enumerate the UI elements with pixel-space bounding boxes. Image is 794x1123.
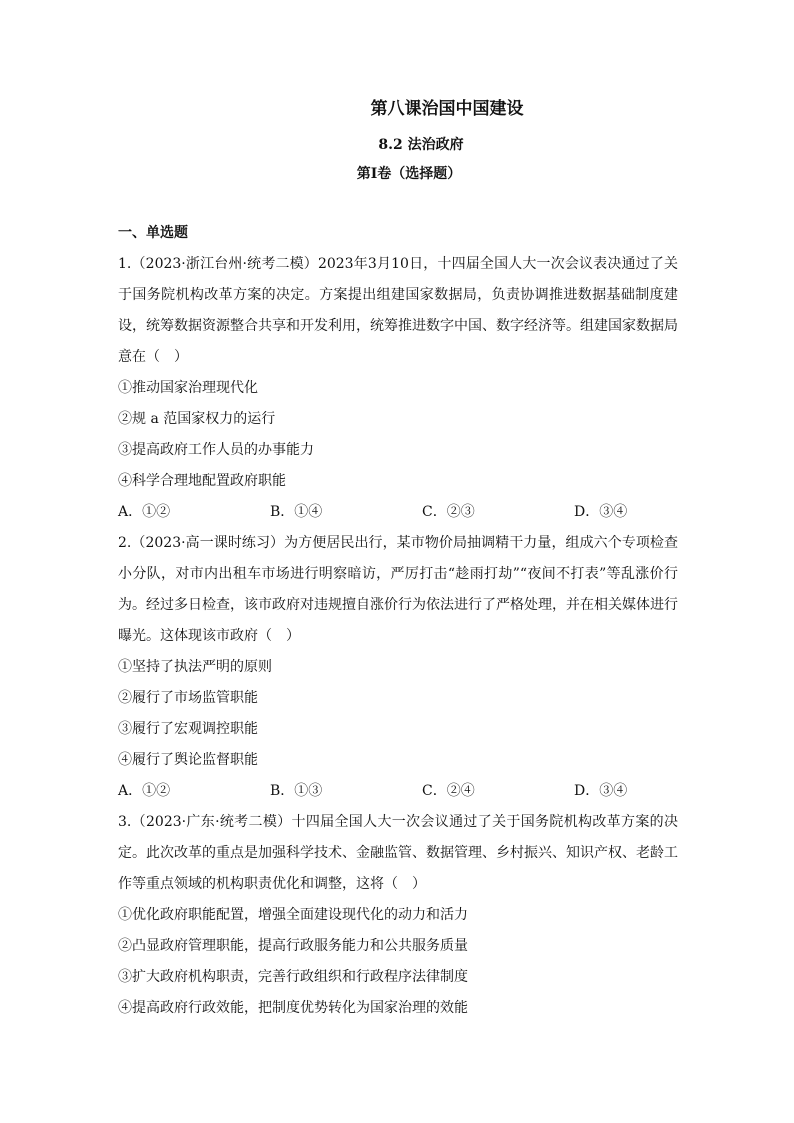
page-subtitle: 8.2 法治政府 [378, 137, 464, 153]
question-2 [118, 528, 678, 807]
answer-choices [118, 776, 678, 807]
choice-d: D．③④ [574, 504, 628, 520]
choice-c: C．②④ [422, 783, 475, 799]
question-list [118, 218, 678, 1024]
choice-a: A．①② [118, 504, 171, 520]
question-1 [118, 249, 678, 528]
statement-option: ④提高政府行政效能，把制度优势转化为国家治理的效能 [118, 1000, 468, 1016]
statement-option: ②规 a 范国家权力的运行 [118, 411, 276, 427]
statement-option: ②凸显政府管理职能，提高行政服务能力和公共服务质量 [118, 938, 468, 954]
statement-option: ④履行了舆论监督职能 [118, 752, 258, 768]
statement-option: ④科学合理地配置政府职能 [118, 473, 286, 489]
question-stem: 2.（2023·高一课时练习）为方便居民出行，某市物价局抽调精干力量，组成六个专项检查小分队，对市内出租车市场进行明察暗访，严厉打击“趁雨打劫”“夜间不打表”等乱涨价行为。经过多日检查，该市政府对违规擅自涨价行为依法进行了严格处理，并在相关媒体进行曝光。这体现该市政府（ ） [118, 535, 678, 644]
choice-a: A．①② [118, 783, 171, 799]
choice-d: D．③④ [574, 783, 628, 799]
volume-heading: 第Ⅰ卷（选择题） [356, 166, 462, 182]
statement-option: ①坚持了执法严明的原则 [118, 659, 272, 675]
answer-choices [118, 497, 678, 528]
statement-option: ①优化政府职能配置，增强全面建设现代化的动力和活力 [118, 907, 468, 923]
statement-option: ②履行了市场监管职能 [118, 690, 258, 706]
question-stem: 1.（2023·浙江台州·统考二模）2023年3月10日，十四届全国人大一次会议表决通过了关于国务院机构改革方案的决定。方案提出组建国家数据局，负责协调推进数据基础制度建设，统筹数据资源整合共享和开发利用，统筹推进数字中国、数字经济等。组建国家数据局意在（ ） [118, 256, 678, 365]
statement-option: ③扩大政府机构职责，完善行政组织和行政程序法律制度 [118, 969, 468, 985]
page-title: 第八课治国中国建设 [370, 99, 524, 119]
statement-option: ①推动国家治理现代化 [118, 380, 258, 396]
statement-option: ③提高政府工作人员的办事能力 [118, 442, 314, 458]
statement-option: ③履行了宏观调控职能 [118, 721, 258, 737]
section-heading: 一、单选题 [118, 225, 188, 241]
choice-b: B．①④ [270, 504, 323, 520]
question-stem: 3.（2023·广东·统考二模）十四届全国人大一次会议通过了关于国务院机构改革方案的决定。此次改革的重点是加强科学技术、金融监管、数据管理、乡村振兴、知识产权、老龄工作等重点领域的机构职责优化和调整，这将（ ） [118, 814, 678, 892]
choice-b: B．①③ [270, 783, 323, 799]
choice-c: C．②③ [422, 504, 475, 520]
question-3 [118, 807, 678, 1024]
